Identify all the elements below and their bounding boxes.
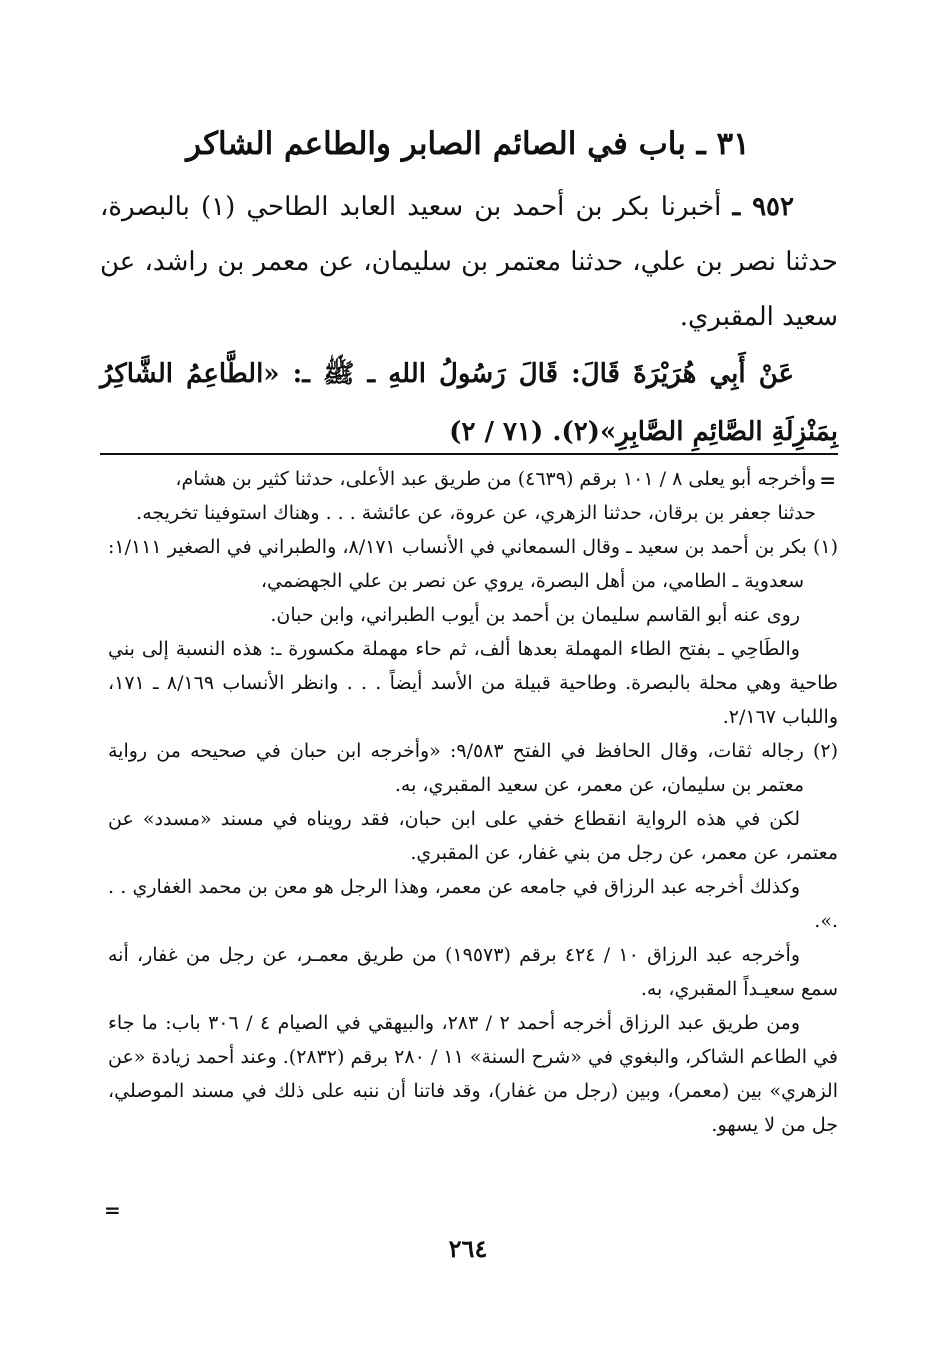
chapter-title: ٣١ ـ باب في الصائم الصابر والطاعم الشاكر	[186, 126, 750, 162]
continuation-mark-top: =	[819, 468, 836, 492]
hadith-isnad: أخبرنا بكر بن أحمد بن سعيد العابد الطاحي (١) بالبصرة، حدثنا نصر بن علي، حدثنا معتمر بن سليمان، عن معمر بن راشد، عن سعيد المقبري.	[100, 192, 838, 332]
footnote-1-paragraph-2: روى عنه أبو القاسم سليمان بن أحمد بن أيوب الطبراني، وابن حبان.	[270, 604, 800, 626]
footnote-2-paragraph-4: وأخرجه عبد الرزاق ١٠ / ٤٢٤ برقم (١٩٥٧٣) من طريق معمـر، عن رجل من غفار، أنه سمع سعيـداً المقبري، به.	[108, 944, 838, 1000]
footnote-carryover-line-1: وأخرجه أبو يعلى ٨ / ١٠١ برقم (٤٦٣٩) من طريق عبد الأعلى، حدثنا كثير بن هشام،	[175, 468, 816, 490]
hadith-number: ٩٥٢ ـ	[732, 192, 794, 222]
footnote-divider	[100, 453, 838, 455]
footnote-1-paragraph-3: والطَاحِي ـ بفتح الطاء المهملة بعدها ألف، ثم حاء مهملة مكسورة ـ: هذه النسبة إلى بني طاحية وهي محلة بالبصرة. وطاحية قبيلة من الأسد أيضاً . . . وانظر الأنساب ٨/١٦٩ ـ ١٧١، واللباب ٢/١٦٧.	[108, 638, 838, 728]
footnote-2: (٢) رجاله ثقات، وقال الحافظ في الفتح ٩/٥٨٣: «وأخرجه ابن حبان في صحيحه من رواية معتمر بن سليمان، عن معمر، عن سعيد المقبري، به.	[108, 740, 838, 796]
footnote-1: (١) بكر بن أحمد بن سعيد ـ وقال السمعاني في الأنساب ٨/١٧١، والطبراني في الصغير ١/١١١: سعدوية ـ الطامي، من أهل البصرة، يروي عن نصر بن علي الجهضمي،	[108, 536, 838, 592]
footnote-2-paragraph-3: وكذلك أخرجه عبد الرزاق في جامعه عن معمر، وهذا الرجل هو معن بن محمد الغفاري . . .».	[108, 876, 838, 932]
hadith-body	[100, 180, 838, 461]
footnote-carryover-line-2: حدثنا جعفر بن برقان، حدثنا الزهري، عن عروة، عن عائشة . . . وهناك استوفينا تخريجه.	[136, 502, 816, 524]
hadith-isnad-paragraph	[100, 180, 838, 345]
footnotes	[108, 462, 838, 1142]
footnote-2-paragraph-5: ومن طريق عبد الرزاق أخرجه أحمد ٢ / ٢٨٣، والبيهقي في الصيام ٤ / ٣٠٦ باب: ما جاء في الطاعم الشاكر، والبغوي في «شرح السنة» ١١ / ٢٨٠ برقم (٢٨٣٢). وعند أحمد زيادة «عن الزهري» بين (معمر)، وبين (رجل من غفار)، وقد فاتنا أن ننبه على ذلك في مسند الموصلي، جل من لا يسهو.	[108, 1012, 839, 1136]
continuation-mark-bottom: =	[104, 1198, 121, 1222]
hadith-matn: عَنْ أَبِي هُرَيْرَةَ قَالَ: قَالَ رَسُولُ اللهِ ـ ﷺ ـ: «الطَّاعِمُ الشَّاكِرُ بِمَنْزِلَةِ الصَّائِمِ الصَّابِرِ»(٢). (٧١ / ٢)	[100, 359, 838, 447]
footnote-2-paragraph-2: لكن في هذه الرواية انقطاع خفي على ابن حبان، فقد رويناه في مسند «مسدد» عن معتمر، عن معمر، عن رجل من بني غفار، عن المقبري.	[108, 808, 838, 864]
page-number: ٢٦٤	[448, 1234, 488, 1263]
